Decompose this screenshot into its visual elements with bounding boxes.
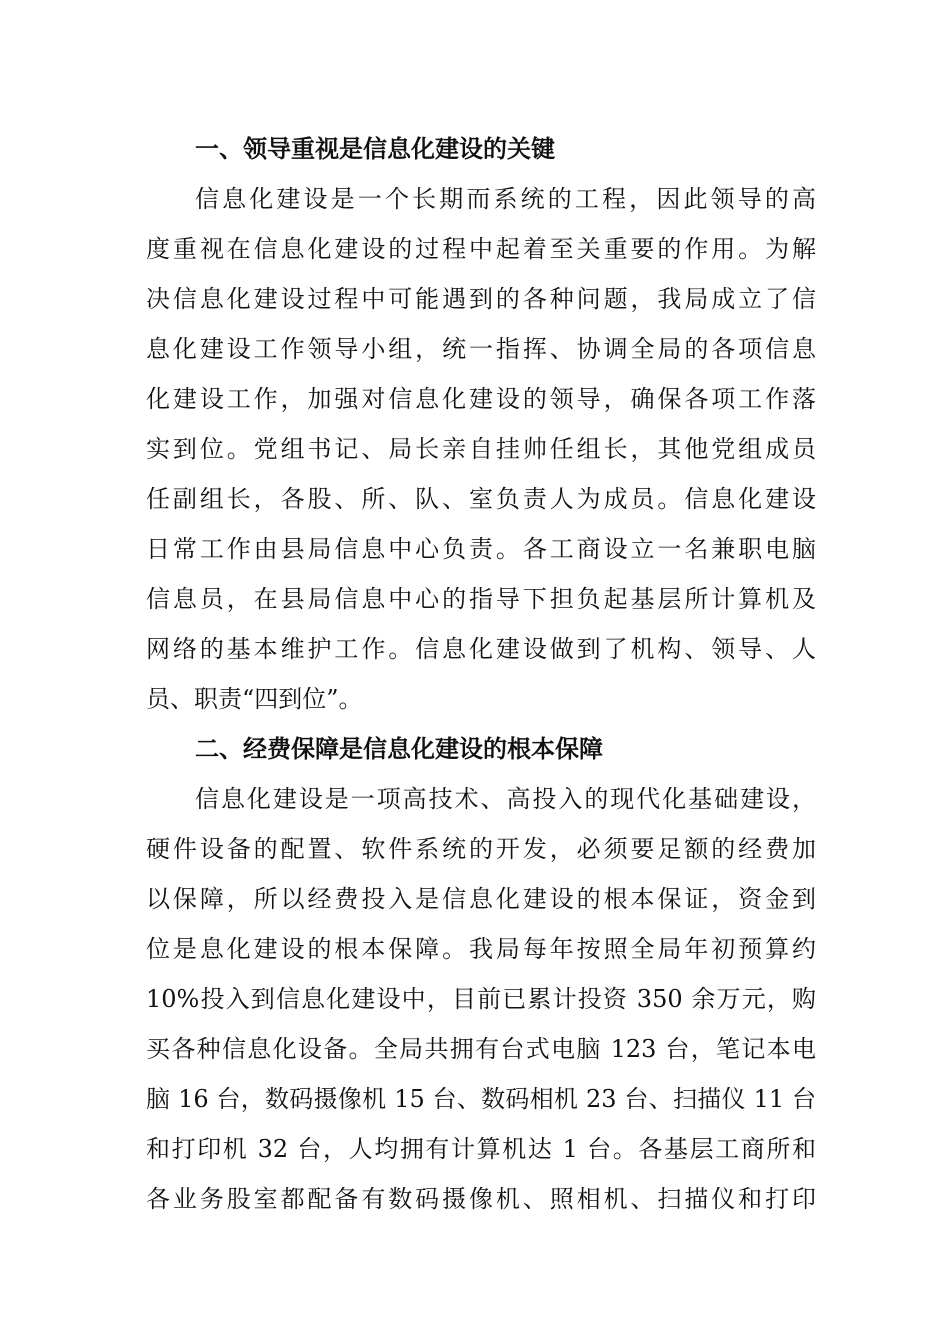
section-1-paragraph [146, 174, 816, 724]
paragraph-line: 任副组长，各股、所、队、室负责人为成员。信息化建设 [146, 485, 816, 513]
paragraph-line: 和打印机 32 台，人均拥有计算机达 1 台。各基层工商所和 [146, 1135, 816, 1163]
paragraph-line: 以保障，所以经费投入是信息化建设的根本保证，资金到 [146, 885, 816, 913]
paragraph-line: 10%投入到信息化建设中，目前已累计投资 350 余万元，购 [146, 985, 816, 1013]
paragraph-line: 日常工作由县局信息中心负责。各工商设立一名兼职电脑 [146, 535, 816, 563]
paragraph-line: 买各种信息化设备。全局共拥有台式电脑 123 台，笔记本电 [146, 1035, 816, 1063]
document-body [146, 124, 816, 1224]
paragraph-line: 信息员，在县局信息中心的指导下担负起基层所计算机及 [146, 585, 816, 613]
paragraph-line: 息化建设工作领导小组，统一指挥、协调全局的各项信息 [146, 335, 816, 363]
paragraph-line: 实到位。党组书记、局长亲自挂帅任组长，其他党组成员 [146, 435, 816, 463]
paragraph-line: 决信息化建设过程中可能遇到的各种问题，我局成立了信 [146, 285, 816, 313]
paragraph-line: 信息化建设是一个长期而系统的工程，因此领导的高 [195, 185, 816, 213]
section-2-heading: 二、经费保障是信息化建设的根本保障 [195, 735, 603, 763]
paragraph-line: 位是息化建设的根本保障。我局每年按照全局年初预算约 [146, 935, 816, 963]
paragraph-line: 网络的基本维护工作。信息化建设做到了机构、领导、人 [146, 635, 816, 663]
paragraph-line: 硬件设备的配置、软件系统的开发，必须要足额的经费加 [146, 835, 816, 863]
paragraph-line: 各业务股室都配备有数码摄像机、照相机、扫描仪和打印 [146, 1185, 816, 1213]
paragraph-line: 员、职责“四到位”。 [146, 685, 363, 713]
section-1-heading: 一、领导重视是信息化建设的关键 [195, 135, 555, 163]
section-2-paragraph [146, 774, 816, 1224]
paragraph-line: 度重视在信息化建设的过程中起着至关重要的作用。为解 [146, 235, 816, 263]
paragraph-line: 化建设工作，加强对信息化建设的领导，确保各项工作落 [146, 385, 816, 413]
paragraph-line: 脑 16 台，数码摄像机 15 台、数码相机 23 台、扫描仪 11 台 [146, 1085, 816, 1113]
paragraph-line: 信息化建设是一项高技术、高投入的现代化基础建设， [195, 785, 816, 813]
